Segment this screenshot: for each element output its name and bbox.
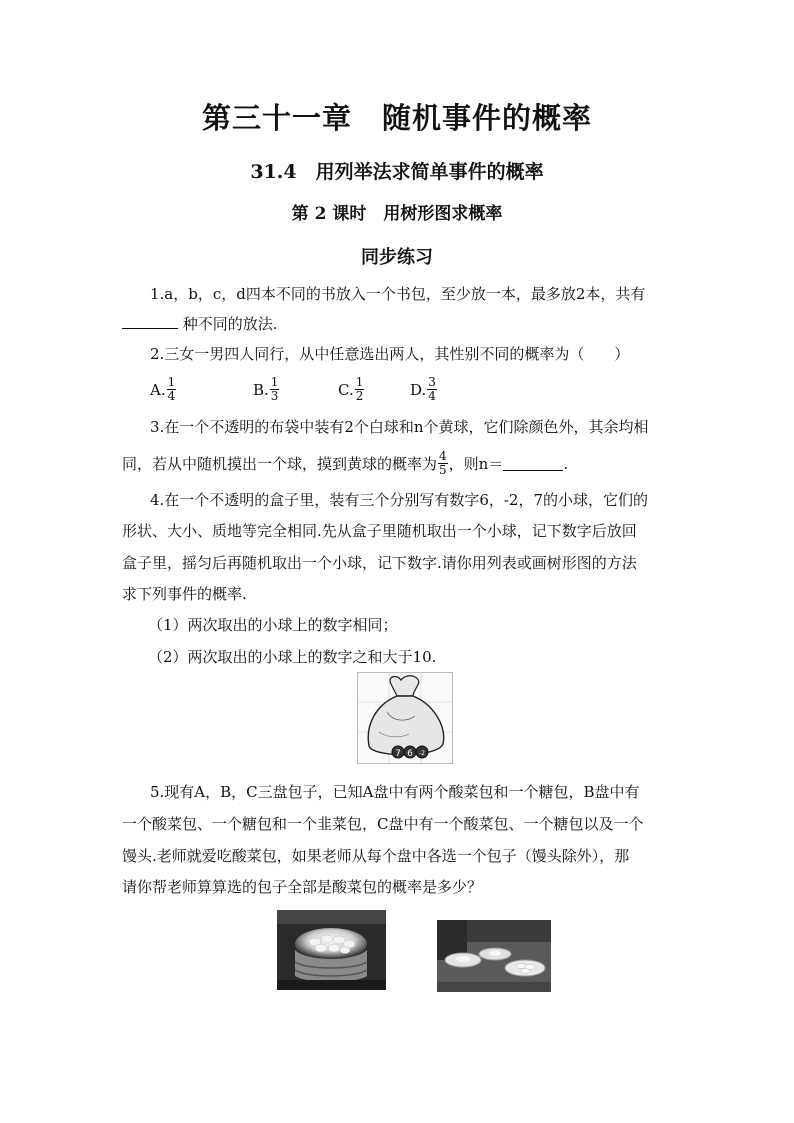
plates-photo — [437, 920, 551, 992]
q3-fraction — [438, 450, 448, 477]
q2-option-d — [410, 376, 438, 403]
q3-line2-text: 同，若从中随机摸出一个球，摸到黄球的概率为 — [122, 454, 438, 473]
q4-line2: 形状、大小、质地等完全相同.先从盒子里随机取出一个小球，记下数字后放回 — [122, 522, 637, 540]
q2-option-c — [338, 376, 365, 403]
q2-option-fraction — [355, 376, 365, 403]
ball-6-label: 6 — [407, 749, 413, 759]
fraction-denominator: 2 — [355, 389, 364, 403]
ball-bag-figure — [357, 672, 453, 764]
fraction-numerator: 3 — [428, 375, 436, 389]
fraction-denominator: 4 — [167, 389, 176, 403]
q2-option-label: D. — [410, 380, 427, 399]
fraction-denominator: 3 — [270, 389, 279, 403]
chapter-title: 第三十一章 随机事件的概率 — [201, 101, 592, 135]
q2-option-fraction — [167, 376, 177, 403]
section-title: 31.4 用列举法求简单事件的概率 — [250, 161, 544, 183]
exercise-heading: 同步练习 — [361, 247, 433, 268]
q2-option-fraction — [427, 376, 437, 403]
fraction-denominator: 4 — [428, 389, 436, 403]
q5-line3: 馒头.老师就爱吃酸菜包，如果老师从每个盘中各选一个包子（馒头除外），那 — [122, 847, 630, 865]
lesson-title: 第 2 课时 用树形图求概率 — [291, 204, 503, 224]
steamed-buns-photo — [277, 910, 386, 990]
q1-line1: 1.a，b，c，d四本不同的书放入一个书包，至少放一本，最多放2本，共有 — [150, 285, 646, 303]
fraction-numerator: 1 — [355, 375, 364, 389]
q4-sub2: （2）两次取出的小球上的数字之和大于10. — [148, 648, 437, 666]
q3-line1: 3.在一个不透明的布袋中装有2个白球和n个黄球，它们除颜色外，其余均相 — [150, 418, 649, 436]
fraction-numerator: 4 — [439, 449, 447, 463]
q5-line4: 请你帮老师算算选的包子全部是酸菜包的概率是多少？ — [122, 878, 483, 896]
q1-line2-text: 种不同的放法. — [178, 315, 278, 333]
ball-neg2-label: -2 — [419, 750, 425, 757]
q3-line2-mid: ，则n＝ — [448, 454, 504, 473]
q3-line2-end: . — [563, 454, 569, 473]
q1-answer-blank — [122, 314, 178, 329]
fraction-numerator: 1 — [270, 375, 279, 389]
q4-line3: 盒子里，摇匀后再随机取出一个小球，记下数字.请你用列表或画树形图的方法 — [122, 554, 637, 572]
q3-line2 — [122, 450, 682, 477]
q4-line1: 4.在一个不透明的盒子里，装有三个分别写有数字6，-2，7的小球，它们的 — [150, 491, 649, 509]
q5-line2: 一个酸菜包、一个糖包和一个韭菜包，C盘中有一个酸菜包、一个糖包以及一个 — [122, 815, 644, 833]
q2-option-label: C. — [338, 380, 354, 399]
q2-option-label: A. — [150, 380, 166, 399]
q4-sub1: （1）两次取出的小球上的数字相同； — [148, 616, 398, 634]
q2-option-a — [150, 376, 177, 403]
q2-stem: 2.三女一男四人同行，从中任意选出两人，其性别不同的概率为（ ） — [150, 345, 630, 363]
q3-answer-blank — [503, 456, 563, 471]
q2-option-fraction — [270, 376, 280, 403]
q2-option-label: B. — [253, 380, 269, 399]
ball-7-label: 7 — [395, 749, 401, 759]
fraction-denominator: 5 — [439, 463, 447, 477]
q2-option-b — [253, 376, 280, 403]
q4-line4: 求下列事件的概率. — [122, 585, 247, 603]
q1-line2 — [122, 314, 682, 334]
q5-line1: 5.现有A，B，C三盘包子，已知A盘中有两个酸菜包和一个糖包，B盘中有 — [150, 783, 640, 801]
ball-neg2 — [416, 746, 428, 758]
fraction-numerator: 1 — [167, 375, 176, 389]
